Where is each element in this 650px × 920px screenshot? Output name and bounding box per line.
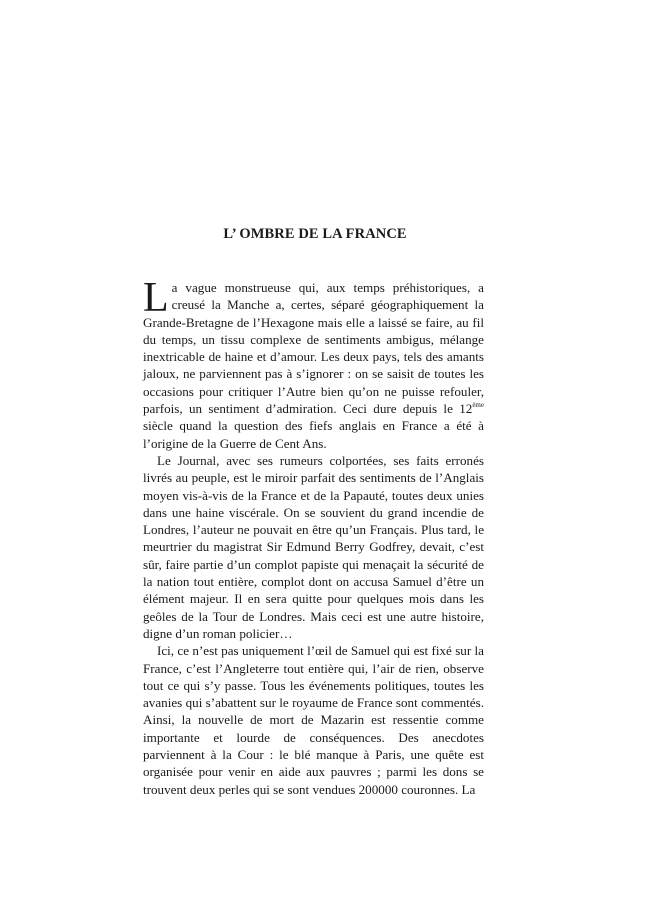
paragraph-1 (143, 275, 484, 452)
paragraph-1-text-end: siècle quand la question des fiefs anglais en France a été à l’origine de la Guerre de Cent Ans. (143, 418, 484, 451)
body-text (143, 275, 484, 798)
ordinal-superscript: ème (472, 401, 484, 410)
chapter-title: L’ OMBRE DE LA FRANCE (223, 226, 407, 242)
drop-cap: L (143, 275, 169, 321)
paragraph-3: Ici, ce n’est pas uniquement l’œil de Samuel qui est fixé sur la France, c’est l’Angleterre tout entière qui, l’air de rien, observe tout ce qui s’y passe. Tous les événements politiques, toutes les avanies qui s’abattent sur le royaume de France sont commentés. Ainsi, la nouvelle de mort de Mazarin est ressentie comme importante et lourde de conséquences. Des anecdotes parviennent à la Cour : le blé manque à Paris, une quête est organisée pour venir en aide aux pauvres ; parmi les dons se trouvent deux perles qui se sont vendues 200000 couronnes. La (143, 643, 484, 797)
paragraph-1-text: a vague monstrueuse qui, aux temps préhistoriques, a creusé la Manche a, certes, séparé géographiquement la Grande-Bretagne de l’Hexagone mais elle a laissé se faire, au fil du temps, un tissu complexe de sentiments ambigus, mélange inextricable de haine et d’amour. Les deux pays, tels des amants jaloux, ne parviennent pas à s’ignorer : on se saisit de toutes les occasions pour critiquer l’Autre bien qu’on ne puisse refouler, parfois, un sentiment d’admiration. Ceci dure depuis le 12 (143, 280, 484, 417)
paragraph-2: Le Journal, avec ses rumeurs colportées, ses faits erronés livrés au peuple, est le miroir parfait des sentiments de l’Anglais moyen vis-à-vis de la France et de la Papauté, toutes deux unies dans une haine viscérale. On se souvient du grand incendie de Londres, l’auteur ne pouvait en être qu’un Français. Plus tard, le meurtrier du magistrat Sir Edmund Berry Godfrey, devait, c’est sûr, faire partie d’un complot papiste qui menaçait la sécurité de la nation tout entière, complot dont on accusa Samuel d’être un élément majeur. Il en sera quitte pour quelques mois dans les geôles de la Tour de Londres. Mais ceci est une autre histoire, digne d’un roman policier… (143, 452, 484, 641)
